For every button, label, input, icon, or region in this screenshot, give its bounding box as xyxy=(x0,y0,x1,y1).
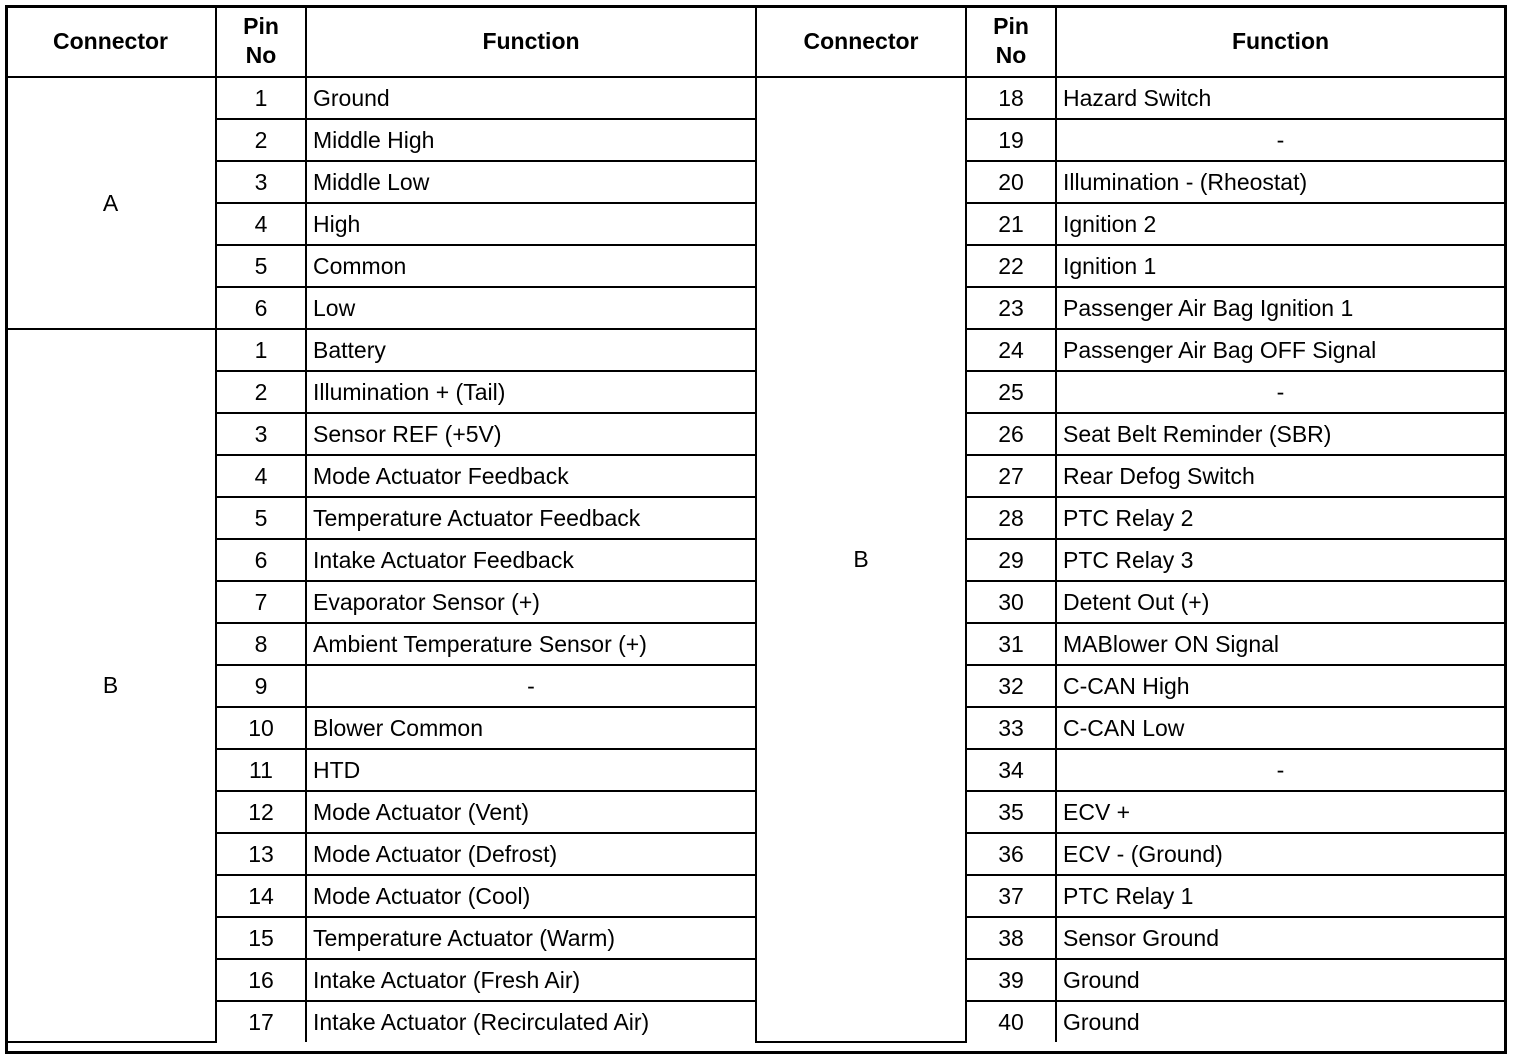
pin-number: 4 xyxy=(216,455,306,497)
pin-function: - xyxy=(306,665,756,707)
pin-number: 17 xyxy=(216,1001,306,1042)
pin-number: 27 xyxy=(966,455,1056,497)
table-body xyxy=(6,77,1504,1042)
pin-number: 34 xyxy=(966,749,1056,791)
pin-function: C-CAN High xyxy=(1056,665,1504,707)
pin-function: PTC Relay 3 xyxy=(1056,539,1504,581)
pin-number: 18 xyxy=(966,77,1056,119)
pin-function: - xyxy=(1056,119,1504,161)
table-row xyxy=(6,1001,1504,1042)
pin-number: 40 xyxy=(966,1001,1056,1042)
table-row xyxy=(6,917,1504,959)
pin-function: ECV - (Ground) xyxy=(1056,833,1504,875)
pin-number: 25 xyxy=(966,371,1056,413)
pin-number: 31 xyxy=(966,623,1056,665)
pin-function: Ground xyxy=(1056,1001,1504,1042)
pin-number: 32 xyxy=(966,665,1056,707)
table-row xyxy=(6,161,1504,203)
pin-number: 39 xyxy=(966,959,1056,1001)
pin-function: HTD xyxy=(306,749,756,791)
table-row xyxy=(6,707,1504,749)
pin-number: 2 xyxy=(216,119,306,161)
pin-number: 14 xyxy=(216,875,306,917)
pin-number: 16 xyxy=(216,959,306,1001)
header-pin-no-right xyxy=(966,6,1056,77)
pin-number: 1 xyxy=(216,77,306,119)
header-function-right: Function xyxy=(1056,6,1504,77)
pin-function: Ignition 1 xyxy=(1056,245,1504,287)
pin-function: PTC Relay 2 xyxy=(1056,497,1504,539)
pin-function: Temperature Actuator Feedback xyxy=(306,497,756,539)
pin-function: Intake Actuator (Recirculated Air) xyxy=(306,1001,756,1042)
table-row xyxy=(6,623,1504,665)
pin-function: Intake Actuator Feedback xyxy=(306,539,756,581)
pin-number: 4 xyxy=(216,203,306,245)
pin-function: Sensor REF (+5V) xyxy=(306,413,756,455)
pin-function: Middle High xyxy=(306,119,756,161)
pin-number: 8 xyxy=(216,623,306,665)
pin-function: Mode Actuator (Vent) xyxy=(306,791,756,833)
pin-number: 28 xyxy=(966,497,1056,539)
pin-number: 20 xyxy=(966,161,1056,203)
table-row xyxy=(6,791,1504,833)
pin-number: 22 xyxy=(966,245,1056,287)
table-row xyxy=(6,287,1504,329)
pin-number: 2 xyxy=(216,371,306,413)
pin-function: Temperature Actuator (Warm) xyxy=(306,917,756,959)
pin-function: Battery xyxy=(306,329,756,371)
pin-number: 12 xyxy=(216,791,306,833)
pin-number: 38 xyxy=(966,917,1056,959)
pin-number: 9 xyxy=(216,665,306,707)
pin-function: Seat Belt Reminder (SBR) xyxy=(1056,413,1504,455)
pin-number: 21 xyxy=(966,203,1056,245)
table-row xyxy=(6,245,1504,287)
pin-number: 19 xyxy=(966,119,1056,161)
table-row xyxy=(6,203,1504,245)
pin-function: Intake Actuator (Fresh Air) xyxy=(306,959,756,1001)
connector-b-label-left: B xyxy=(6,329,216,1042)
pin-number: 11 xyxy=(216,749,306,791)
header-pin-no-left xyxy=(216,6,306,77)
connector-b-label-right: B xyxy=(756,77,966,1042)
pin-function: Ambient Temperature Sensor (+) xyxy=(306,623,756,665)
pin-function: Low xyxy=(306,287,756,329)
pin-number: 24 xyxy=(966,329,1056,371)
pin-number: 5 xyxy=(216,497,306,539)
connector-a-label: A xyxy=(6,77,216,329)
table-row xyxy=(6,539,1504,581)
pin-number: 30 xyxy=(966,581,1056,623)
pin-number: 36 xyxy=(966,833,1056,875)
pin-function: MABlower ON Signal xyxy=(1056,623,1504,665)
pin-function: High xyxy=(306,203,756,245)
table-row xyxy=(6,875,1504,917)
table-row xyxy=(6,497,1504,539)
pin-number: 3 xyxy=(216,161,306,203)
table-row xyxy=(6,455,1504,497)
pin-number: 26 xyxy=(966,413,1056,455)
pin-function: PTC Relay 1 xyxy=(1056,875,1504,917)
pin-function: Illumination + (Tail) xyxy=(306,371,756,413)
pin-function: - xyxy=(1056,749,1504,791)
table-row xyxy=(6,413,1504,455)
pin-number: 1 xyxy=(216,329,306,371)
table-row xyxy=(6,959,1504,1001)
pin-function: Passenger Air Bag Ignition 1 xyxy=(1056,287,1504,329)
pin-number: 3 xyxy=(216,413,306,455)
pin-function: ECV + xyxy=(1056,791,1504,833)
pin-function: Mode Actuator Feedback xyxy=(306,455,756,497)
header-pin-no-text: Pin No xyxy=(243,13,279,68)
pin-function: Illumination - (Rheostat) xyxy=(1056,161,1504,203)
pin-function: Ignition 2 xyxy=(1056,203,1504,245)
pin-function: Passenger Air Bag OFF Signal xyxy=(1056,329,1504,371)
connector-pin-table xyxy=(6,6,1504,1043)
table-row xyxy=(6,581,1504,623)
pin-function: Ground xyxy=(306,77,756,119)
pin-number: 35 xyxy=(966,791,1056,833)
pin-number: 33 xyxy=(966,707,1056,749)
pin-number: 15 xyxy=(216,917,306,959)
pin-function: C-CAN Low xyxy=(1056,707,1504,749)
pin-function: - xyxy=(1056,371,1504,413)
pin-function: Hazard Switch xyxy=(1056,77,1504,119)
pin-number: 6 xyxy=(216,539,306,581)
pin-number: 10 xyxy=(216,707,306,749)
header-row xyxy=(6,6,1504,77)
pin-number: 13 xyxy=(216,833,306,875)
table-row xyxy=(6,119,1504,161)
header-function-left: Function xyxy=(306,6,756,77)
pin-function: Middle Low xyxy=(306,161,756,203)
table-row xyxy=(6,77,1504,119)
pin-number: 29 xyxy=(966,539,1056,581)
header-pin-no-text: Pin No xyxy=(993,13,1029,68)
pin-number: 37 xyxy=(966,875,1056,917)
pin-function: Ground xyxy=(1056,959,1504,1001)
pin-number: 7 xyxy=(216,581,306,623)
table-row xyxy=(6,329,1504,371)
pin-function: Mode Actuator (Defrost) xyxy=(306,833,756,875)
table-row xyxy=(6,665,1504,707)
pin-function: Blower Common xyxy=(306,707,756,749)
pin-number: 5 xyxy=(216,245,306,287)
table-row xyxy=(6,371,1504,413)
pin-function: Evaporator Sensor (+) xyxy=(306,581,756,623)
table-row xyxy=(6,833,1504,875)
table-row xyxy=(6,749,1504,791)
pin-number: 23 xyxy=(966,287,1056,329)
pin-function: Detent Out (+) xyxy=(1056,581,1504,623)
pin-function: Rear Defog Switch xyxy=(1056,455,1504,497)
header-connector-right: Connector xyxy=(756,6,966,77)
pin-number: 6 xyxy=(216,287,306,329)
pin-function: Sensor Ground xyxy=(1056,917,1504,959)
pin-function: Mode Actuator (Cool) xyxy=(306,875,756,917)
pin-function: Common xyxy=(306,245,756,287)
header-connector-left: Connector xyxy=(6,6,216,77)
